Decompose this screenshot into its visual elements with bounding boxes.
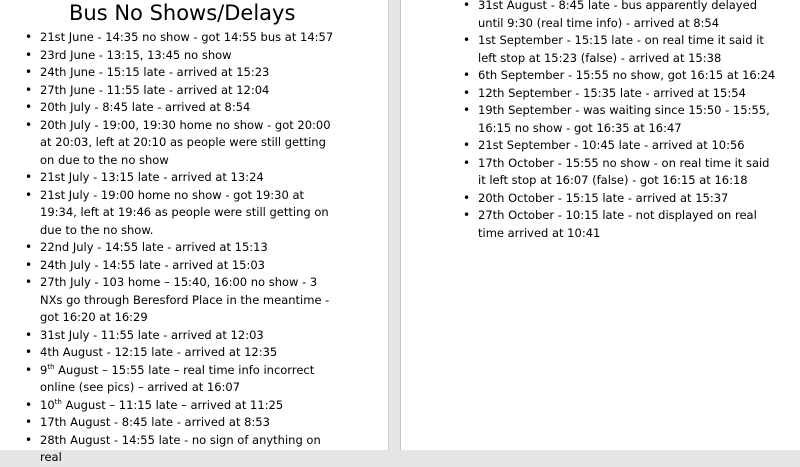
list-item: • 20th October - 15:15 late - arrived at 15:37 [478, 190, 778, 208]
list-item: • 21st September - 10:45 late - arrived at 10:56 [478, 137, 778, 155]
bullet-list-left [40, 29, 340, 467]
bullet-list-right [478, 0, 778, 242]
list-item: • 17th October - 15:55 no show - on real time it said it left stop at 16:07 (false) - got 16:15 at 16:18 [478, 155, 778, 190]
list-item: • 24th June - 15:15 late - arrived at 15:23 [40, 64, 340, 82]
document-title: Bus No Shows/Delays [69, 1, 296, 25]
list-item: • 27th October - 10:15 late - not displayed on real time arrived at 10:41 [478, 207, 778, 242]
list-item [40, 397, 340, 415]
list-item: • 28th August - 14:55 late - no sign of anything on real [40, 432, 340, 467]
list-item: • 4th August - 12:15 late - arrived at 12:35 [40, 344, 340, 362]
list-item: • 31st July - 11:55 late - arrived at 12:03 [40, 327, 340, 345]
item-day-suffix: th [47, 362, 55, 371]
list-item: • 21st July - 19:00 home no show - got 19:30 at 19:34, left at 19:46 as people were still getting on due to the no show. [40, 187, 340, 240]
item-text: August – 15:55 late – real time info incorrect online (see pics) – arrived at 16:07 [40, 362, 315, 394]
item-day: 10 [40, 397, 55, 412]
list-item: • 12th September - 15:35 late - arrived at 15:54 [478, 85, 778, 103]
item-day-suffix: th [54, 397, 62, 406]
list-item: • 24th July - 14:55 late - arrived at 15:03 [40, 257, 340, 275]
list-item: • 17th August - 8:45 late - arrived at 8:53 [40, 414, 340, 432]
list-item: • 27th June - 11:55 late - arrived at 12:04 [40, 82, 340, 100]
item-text: August – 11:15 late – arrived at 11:25 [61, 397, 284, 412]
list-item: • 21st July - 13:15 late - arrived at 13:24 [40, 169, 340, 187]
list-item: • 22nd July - 14:55 late - arrived at 15:13 [40, 239, 340, 257]
list-item: • 20th July - 19:00, 19:30 home no show - got 20:00 at 20:03, left at 20:10 as people were still getting on due to the no show [40, 117, 340, 170]
list-item: • 31st August - 8:45 late - bus apparently delayed until 9:30 (real time info) - arrived at 8:54 [478, 0, 778, 32]
list-item [40, 362, 340, 397]
list-item: • 1st September - 15:15 late - on real time it said it left stop at 15:23 (false) - arrived at 15:38 [478, 32, 778, 67]
list-item: • 21st June - 14:35 no show - got 14:55 bus at 14:57 [40, 29, 340, 47]
list-item: • 6th September - 15:55 no show, got 16:15 at 16:24 [478, 67, 778, 85]
list-item: • 20th July - 8:45 late - arrived at 8:54 [40, 99, 340, 117]
page-gutter [388, 0, 400, 450]
list-item: • 23rd June - 13:15, 13:45 no show [40, 47, 340, 65]
item-day: 9 [40, 362, 48, 377]
list-item: • 27th July - 103 home – 15:40, 16:00 no show - 3 NXs go through Beresford Place in the meantime - got 16:20 at 16:29 [40, 274, 340, 327]
list-item: • 19th September - was waiting since 15:50 - 15:55, 16:15 no show - got 16:35 at 16:47 [478, 102, 778, 137]
